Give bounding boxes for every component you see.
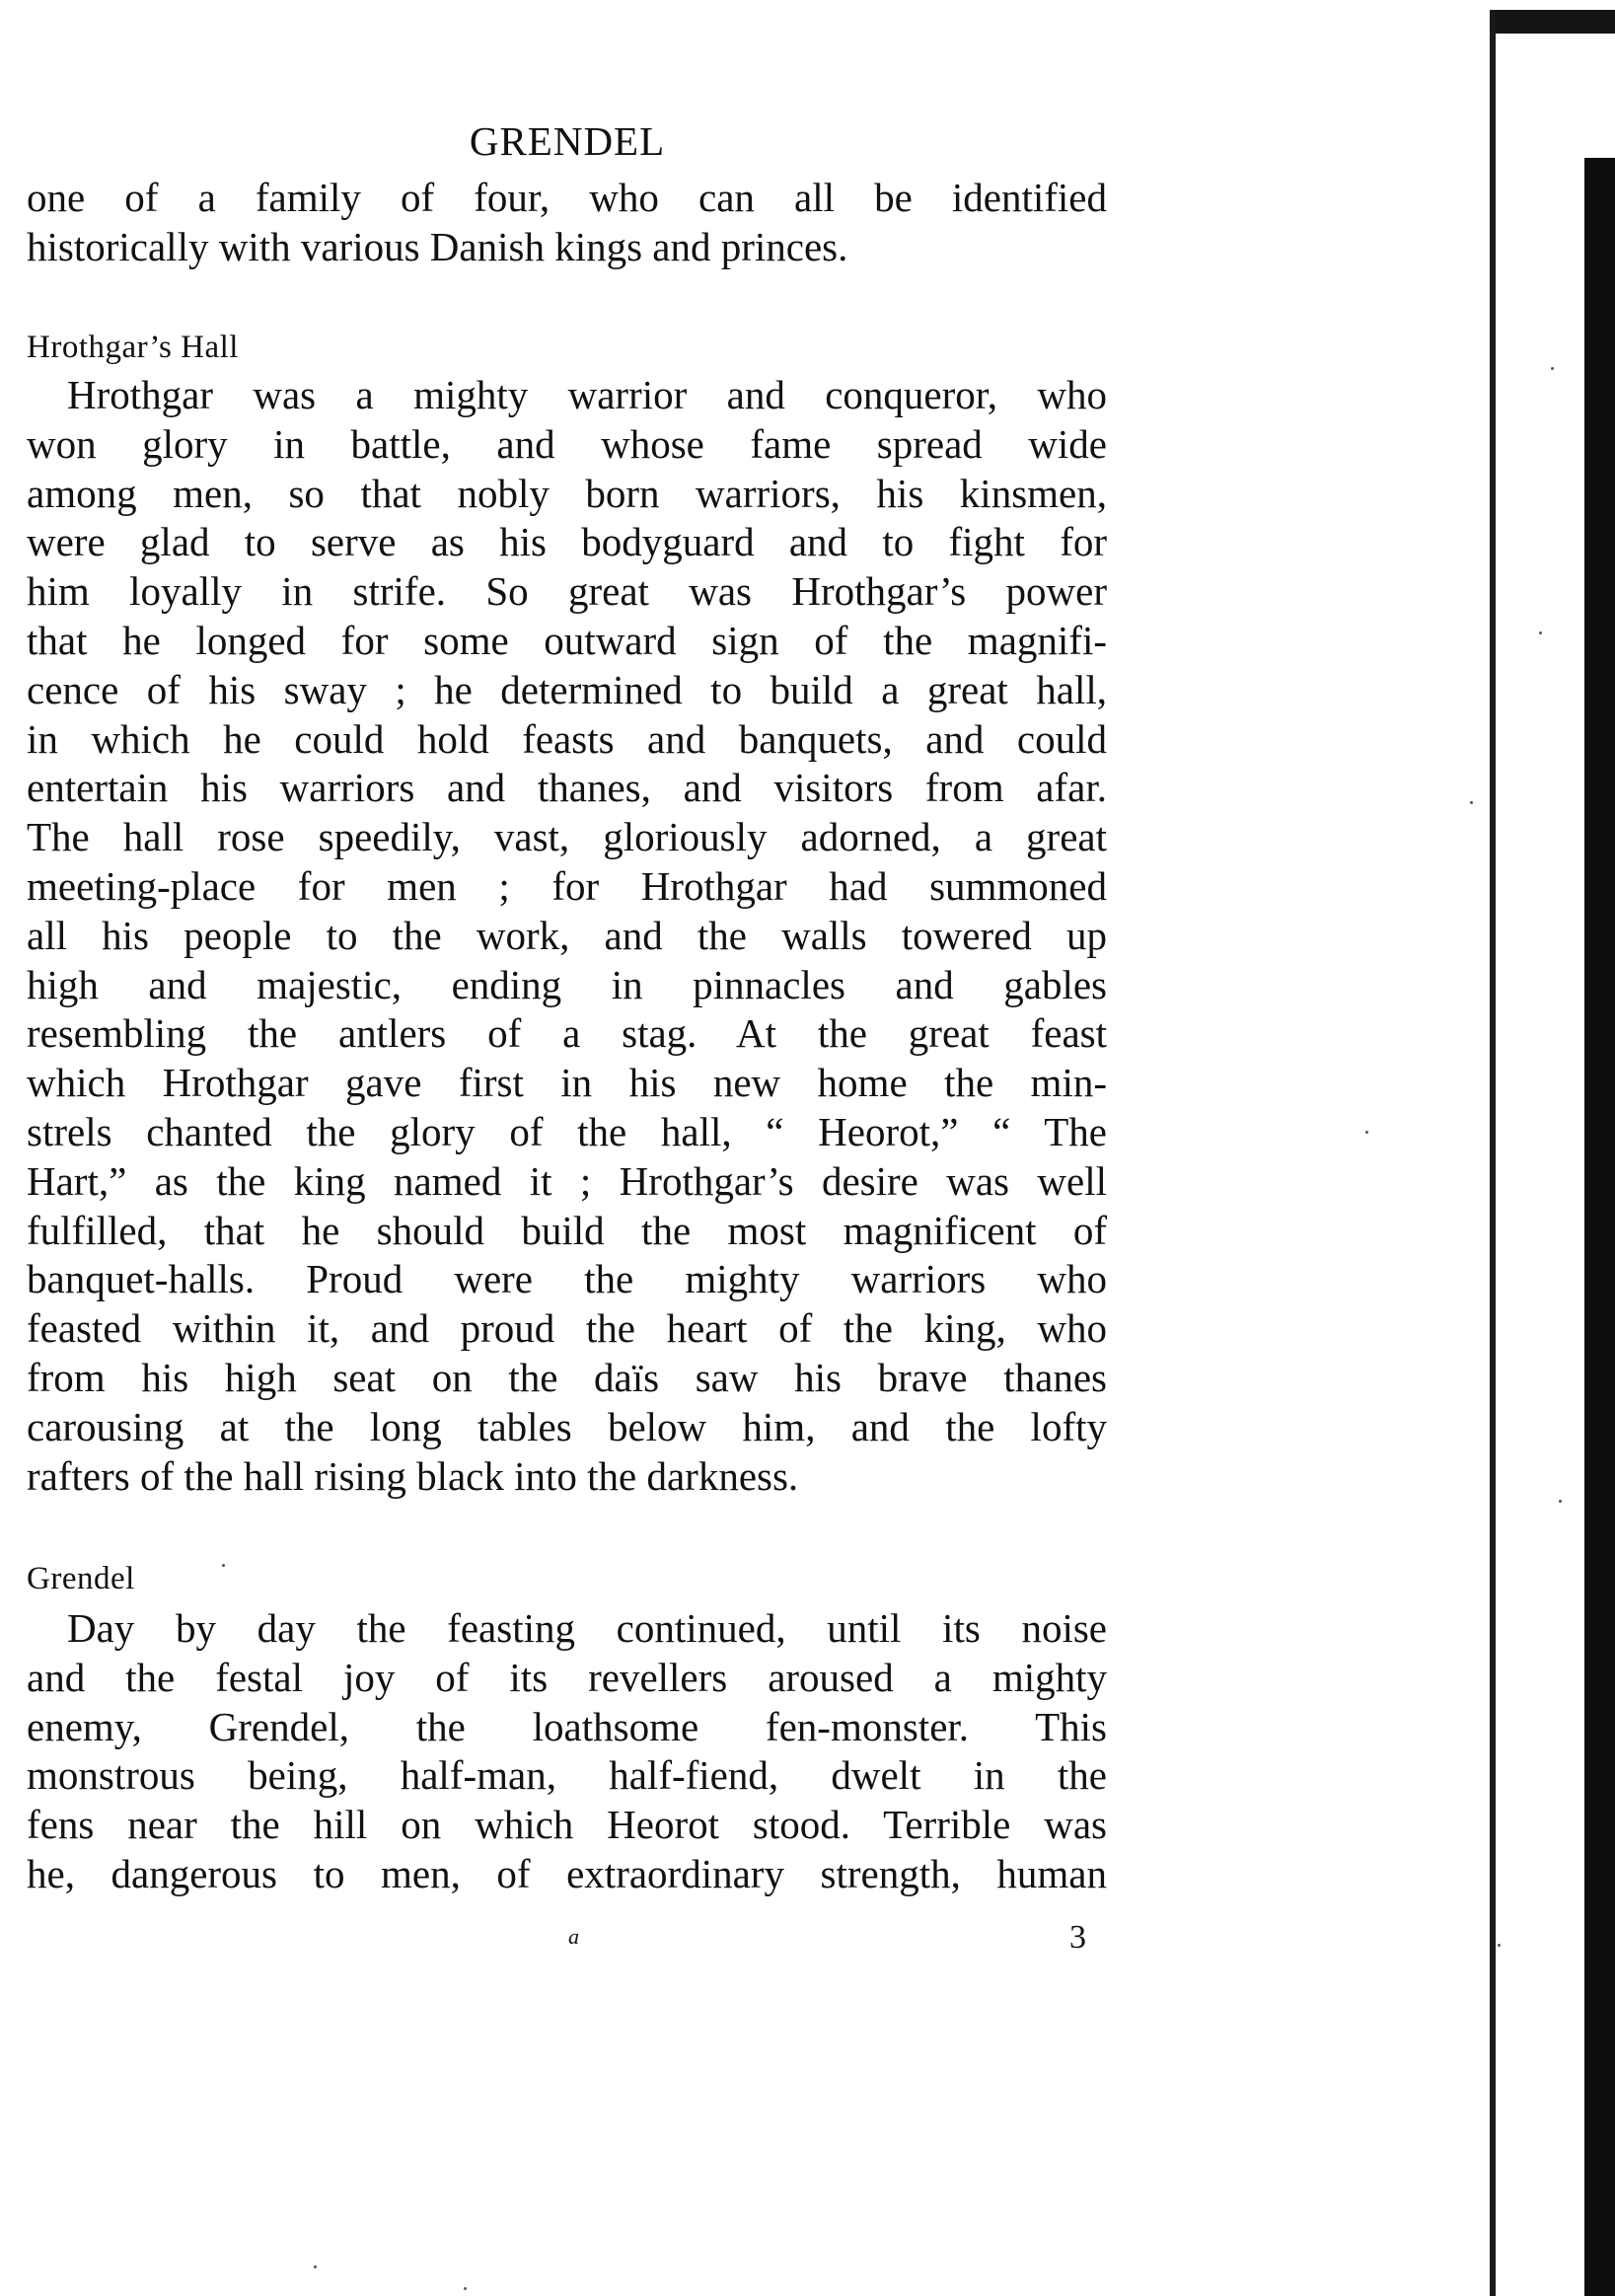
paragraph-grendel	[27, 1604, 1107, 1899]
text-line: entertain his warriors and thanes, and visitors from afar.	[27, 765, 1107, 811]
text-line: enemy, Grendel, the loathsome fen-monster. This	[27, 1703, 1107, 1749]
paragraph-hrothgars-hall	[27, 371, 1107, 1501]
text-line: Hrothgar was a mighty warrior and conqueror, who	[27, 372, 1107, 417]
text-line: historically with various Danish kings and princes.	[27, 223, 848, 269]
section-heading-hrothgars-hall: Hrothgar’s Hall	[27, 330, 239, 365]
text-line: strels chanted the glory of the hall, “ Heorot,” “ The	[27, 1108, 1107, 1154]
scan-speck	[1551, 367, 1554, 370]
text-line: feasted within it, and proud the heart of the king, who	[27, 1305, 1107, 1352]
text-line: meeting-place for men ; for Hrothgar had summoned	[27, 862, 1107, 909]
page-number: 3	[1069, 1919, 1086, 1956]
scan-speck	[1498, 1944, 1501, 1947]
text-line: Day by day the feasting continued, until its noise	[27, 1605, 1107, 1651]
text-line: him loyally in strife. So great was Hrothgar’s power	[27, 568, 1107, 615]
text-line: he, dangerous to men, of extraordinary strength, human	[27, 1850, 1107, 1896]
text-line: banquet-halls. Proud were the mighty warriors who	[27, 1256, 1107, 1302]
scan-speck	[1539, 631, 1542, 634]
scan-speck	[222, 1564, 225, 1567]
text-line: The hall rose speedily, vast, gloriously adorned, a great	[27, 814, 1107, 860]
text-line: fulfilled, that he should build the most magnificent of	[27, 1207, 1107, 1253]
running-head: GRENDEL	[469, 118, 666, 164]
text-line: carousing at the long tables below him, and the lofty	[27, 1403, 1107, 1449]
text-line: rafters of the hall rising black into the darkness.	[27, 1452, 799, 1499]
scan-speck	[314, 2265, 317, 2268]
text-line: monstrous being, half-man, half-fiend, dwelt in the	[27, 1752, 1107, 1799]
scan-edge-spine	[1490, 10, 1496, 2296]
section-heading-grendel: Grendel	[27, 1561, 135, 1596]
text-line: cence of his sway ; he determined to build a great hall,	[27, 666, 1107, 712]
text-line: high and majestic, ending in pinnacles and gables	[27, 961, 1107, 1007]
text-line: won glory in battle, and whose fame spread wide	[27, 420, 1107, 467]
text-line: and the festal joy of its revellers aroused a mighty	[27, 1654, 1107, 1700]
scan-edge-top	[1490, 10, 1615, 34]
text-line: were glad to serve as his bodyguard and to fight for	[27, 519, 1107, 565]
text-line: resembling the antlers of a stag. At the great feast	[27, 1010, 1107, 1057]
text-line: that he longed for some outward sign of the magnifi-	[27, 617, 1107, 663]
scan-speck	[1365, 1131, 1368, 1134]
text-line: fens near the hill on which Heorot stood. Terrible was	[27, 1802, 1107, 1848]
text-line: in which he could hold feasts and banquets, and could	[27, 715, 1107, 762]
text-line: among men, so that nobly born warriors, his kinsmen,	[27, 470, 1107, 516]
text-line: one of a family of four, who can all be identified	[27, 175, 1107, 220]
scan-edge-right	[1584, 158, 1615, 2296]
scan-speck	[1470, 801, 1473, 804]
signature-mark: a	[568, 1924, 579, 1949]
text-line: which Hrothgar gave first in his new home the min-	[27, 1060, 1107, 1106]
scan-speck	[464, 2287, 467, 2290]
scan-speck	[1559, 1500, 1562, 1503]
text-line: all his people to the work, and the walls towered up	[27, 912, 1107, 958]
intro-paragraph	[27, 174, 1107, 272]
text-line: from his high seat on the daïs saw his brave thanes	[27, 1354, 1107, 1400]
text-line: Hart,” as the king named it ; Hrothgar’s desire was well	[27, 1157, 1107, 1204]
